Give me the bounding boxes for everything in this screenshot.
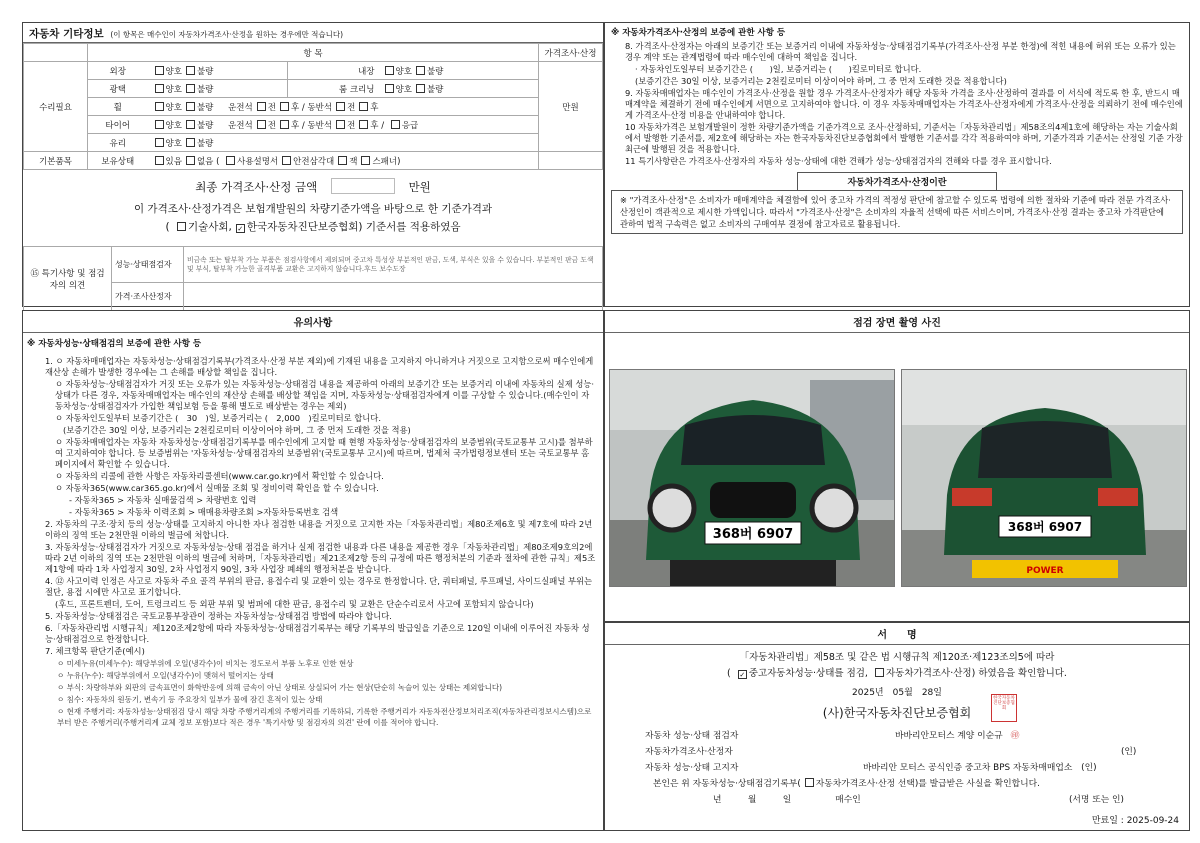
triangle-checkbox[interactable]	[282, 156, 291, 165]
good-label: 양호	[165, 66, 182, 77]
good-label: 양호	[395, 66, 412, 77]
org-name: (사)한국자동차진단보증협회	[822, 706, 972, 720]
tire-pass-front[interactable]	[336, 120, 345, 129]
basis-end: 기준서를 적용하였음	[365, 221, 461, 233]
wheel-pass-rear[interactable]	[359, 102, 368, 111]
col-price: 가격조사·산정	[539, 44, 603, 62]
good-label: 양호	[165, 138, 182, 149]
sign-confirm	[605, 665, 1189, 679]
tire-bad-checkbox[interactable]	[186, 120, 195, 129]
bad-label: 불량	[196, 66, 214, 77]
label-gloss: 광택	[88, 80, 148, 98]
price-guarantee-panel	[604, 22, 1190, 307]
note-1c: ㅇ 자동차인도일부터 보증기간은 ( 30 )일, 보증거리는 ( 2,000 )킬로미터로 합니다.	[55, 413, 381, 423]
wheel-driver-front[interactable]	[257, 102, 266, 111]
basis-text: 이 가격조사·산정가격은 보험개발원의 차량기준가액을 바탕으로 한 기준가격과	[133, 203, 493, 215]
item-8a: · 자동차인도일부터 보증기간은 ( )일, 보증거리는 ( )킬로미터로 합니다.	[635, 64, 922, 74]
other-info-table: 항 목 가격조사·산정 수리필요 외장 양호 불량 내장 양호 불량 만원 광택 양호 불량 룸 크리닝 양호 불량 휠 양호 불량 운전석 전 후 / 동반석 전 후 타이어 양호 불량 운전석 전 후 / 동반석 전 후 / 응급 유리 양호 불량 기본품목 보유상태 있음 없음 ( 사용설명서 안전삼각대 잭 스패너)	[23, 43, 603, 170]
gloss-good-checkbox[interactable]	[155, 84, 164, 93]
note-4b: (후드, 프론트펜더, 도어, 트렁크리드 등 외판 부위 및 범퍼에 대한 판금, 용접수리 및 교환은 단순수리로서 사고에 포함되지 않습니다)	[55, 599, 534, 609]
r1-value: 바바리안모터스 계양 이순규	[895, 731, 1003, 741]
front-photo	[609, 369, 895, 587]
basis-line2: ( 기술사회, ✓ 한국자동차진단보증협회) 기준서를 적용하였음	[165, 221, 461, 233]
jack-label: 잭	[349, 156, 358, 167]
sign-row-2	[645, 744, 1189, 760]
good-label: 양호	[165, 120, 182, 131]
sign-row-4	[653, 776, 1189, 792]
driver-label: 운전석	[228, 120, 253, 131]
label-interior: 내장	[288, 62, 378, 80]
bad-label: 불량	[196, 84, 214, 95]
gloss-bad-checkbox[interactable]	[186, 84, 195, 93]
r2-value: (인)	[1121, 747, 1137, 757]
note-7-e: ㅇ 현재 주행거리: 자동차성능·상태점검 당시 해당 차량 주행거리계의 주행거리를 기록하되, 기록한 주행거리가 자동차전산정보처리조직(자동차관리정보시스템)으로부터 받은 주행거리(주행거리계 교체 정보 포함)보다 적은 경우 '특기사항 및 점검자의 의견' 란에 이를 적어야 합니다.	[57, 707, 592, 727]
rear-label: 후	[290, 102, 300, 113]
r3-value: 바바리안 모터스 공식인증 중고차 BPS 자동차매매업소 (인)	[863, 763, 1097, 773]
label-wheel: 휠	[88, 98, 148, 116]
hold-has-checkbox[interactable]	[155, 156, 164, 165]
bad-label: 불량	[426, 84, 444, 95]
item-10: 10 자동차가격은 보험개발원이 정한 차량기준가액을 기준가격으로 조사·산정하되, 기준서는「자동차관리법」제58조의4제1호에 해당하는 자는 기술사회에서 발행한 기준서를, 제2호에 해당하는 자는 한국자동차진단보증협회에서 발행한 기준서를 각각 적용하여야 하며, 기준가격과 기준서는 산정일 기준 가장 최근에 발행된 것을 적용합니다.	[625, 122, 1183, 154]
note-1f-b: - 자동차365 > 자동차 이력조회 > 매매용차량조회 >자동차등록번호 검색	[69, 507, 339, 517]
r2-label: 자동차가격조사·산정자	[645, 747, 733, 757]
passenger-label: 동반석	[307, 120, 333, 131]
wheel-driver-rear[interactable]	[280, 102, 289, 111]
label-room: 룸 크리닝	[288, 80, 378, 98]
other-info-header	[23, 23, 603, 43]
note-7-b: ㅇ 누유(누수): 해당부위에서 오일(냉각수)이 맺혀서 떨어지는 상태	[57, 671, 274, 680]
item-9: 9. 자동차매매업자는 매수인이 가격조사·산정을 원할 경우 가격조사·산정자가 해당 자동차 가격을 조사·산정하여 결과를 이 서식에 적도록 한 후, 반드시 매매계약을 체결하기 전에 매수인에게 서면으로 고지하여야 합니다. 이 경우 자동차매매업자는 가격조사·산정자에게 가격조사·산정을 의뢰하기 전에 매수인에게 가격조사·산정 비용을 안내하여야 합니다.	[625, 88, 1183, 120]
other-info-note: (이 항목은 매수인이 자동차가격조사·산정을 원하는 경우에만 적습니다)	[110, 30, 344, 39]
manual-label: 사용설명서	[237, 156, 279, 167]
tech-society-checkbox[interactable]	[177, 222, 186, 231]
r1-label: 자동차 성능·상태 점검자	[645, 731, 739, 741]
interior-bad-checkbox[interactable]	[416, 66, 425, 75]
year: 2025년	[852, 688, 884, 698]
triangle-label: 안전삼각대	[293, 156, 335, 167]
tire-emergency[interactable]	[391, 120, 400, 129]
has-label: 있음	[165, 156, 182, 167]
special-label: ⑮ 특기사항 및 점검자의 의견	[24, 247, 112, 311]
note-6: 6.「자동차관리법 시행규칙」제120조제2항에 따라 자동차성능·상태점검기록부는 해당 기록부의 발급일을 기준으로 120일 이내에 이루어진 자동차 성능·상태점검으로 한정합니다.	[45, 623, 590, 644]
rear-label: 후	[370, 102, 379, 113]
front-plate: 368버 6907	[712, 527, 794, 542]
exterior-good-checkbox[interactable]	[155, 66, 164, 75]
r5: 년 월 일 매수인	[713, 795, 861, 805]
interior-good-checkbox[interactable]	[385, 66, 394, 75]
r4a: 본인은 위 자동차성능·상태점검기록부(	[653, 779, 801, 789]
bad-label: 불량	[196, 138, 214, 149]
emergency-label: 응급	[401, 120, 419, 131]
kada-checkbox[interactable]: ✓	[237, 225, 244, 233]
manual-checkbox[interactable]	[226, 156, 235, 165]
spanner-checkbox[interactable]	[361, 156, 370, 165]
room-good-checkbox[interactable]	[385, 84, 394, 93]
group-basic: 기본품목	[24, 152, 88, 170]
price-unit: 만원	[539, 62, 603, 152]
group-repair: 수리필요	[24, 62, 88, 152]
tire-pass-rear[interactable]	[359, 120, 368, 129]
front-label: 전	[267, 102, 276, 113]
tire-driver-rear[interactable]	[280, 120, 289, 129]
good-label: 양호	[165, 84, 182, 95]
item-8b: (보증기간은 30일 이상, 보증거리는 2천킬로미터 이상이어야 하며, 그 중 먼저 도래한 것을 적용합니다)	[635, 76, 1007, 86]
note-1d: ㅇ 자동차매매업자는 자동차 자동차성능·상태점검기록부를 매수인에게 고지할 때 현행 자동차성능·상태점검자의 보증범위(국토교통부 고시)를 첨부하여 고지하여야 합니다. 등 보증범위는 '자동차성능·상태점검자의 보증범위'(국토교통부 고시)에 따르며, 법제처 국가법령정보센터 또는 국토교통부 홈페이지에서 확인할 수 있습니다.	[55, 437, 593, 469]
sign-date	[605, 685, 1189, 698]
photos-panel	[604, 310, 1190, 622]
buyer-appraisal-checkbox[interactable]	[805, 778, 814, 787]
driver-label: 운전석	[228, 102, 253, 113]
exterior-bad-checkbox[interactable]	[186, 66, 195, 75]
day: 28일	[921, 688, 942, 698]
bad-label: 불량	[196, 102, 214, 113]
r5b: (서명 또는 인)	[1069, 795, 1124, 805]
signature-panel	[604, 622, 1190, 831]
hold-none-checkbox[interactable]	[186, 156, 195, 165]
definition-box-title: 자동차가격조사·산정이란	[797, 172, 997, 191]
notes-subtitle: ※ 자동차성능·상태점검의 보증에 관한 사항 등	[27, 339, 202, 349]
good-label: 양호	[165, 102, 182, 113]
notes-panel	[22, 310, 604, 831]
note-1e: ㅇ 자동차의 리콜에 관한 사항은 자동차리콜센터(www.car.go.kr)에서 확인할 수 있습니다.	[55, 471, 384, 481]
label-hold: 보유상태	[88, 152, 148, 170]
note-7-d: ㅇ 침수: 자동차의 원동기, 변속기 등 주요장치 일부가 물에 잠긴 흔적이 있는 상태	[57, 695, 323, 704]
glass-good-checkbox[interactable]	[155, 138, 164, 147]
note-5: 5. 자동차성능·상태점검은 국토교통부장관이 정하는 자동차성능·상태점검 방법에 따라야 합니다.	[45, 611, 392, 621]
wheel-pass-front[interactable]	[336, 102, 345, 111]
wheel-good-checkbox[interactable]	[155, 102, 164, 111]
note-2: 2. 자동차의 구조·장치 등의 성능·상태를 고지하지 아니한 자나 점검한 내용을 거짓으로 고지한 자는「자동차관리법」제80조제6호 및 제7호에 따라 2년 이하의 징역 또는 2천만원 이하의 벌금에 처합니다.	[45, 519, 593, 540]
rear-car-image	[902, 370, 1187, 587]
appraisal-label: 자동차가격조사·산정) 하였음을 확인합니다.	[885, 668, 1067, 679]
col-item: 항 목	[88, 44, 539, 62]
note-1f-a: - 자동차365 > 자동차 실매물검색 > 차량번호 입력	[69, 495, 257, 505]
guarantee-title: ※ 자동차가격조사·산정의 보증에 관한 사항 등	[611, 28, 786, 38]
rear-label: 후	[290, 120, 300, 131]
note-3: 3. 자동차성능·상태점검자가 거짓으로 자동차성능·상태 점검을 하거나 실제 점검한 내용과 다른 내용을 제공한 경우「자동차관리법」제80조제9호의2에 따라 2년 이하의 징역 또는 2천만원 이하의 벌금에 처하며,「자동차관리법」제21조제2항 등의 규정에 따른 행정처분의 기준과 절차에 관한 규칙」제5조제1항에 따라 1차 사업정지 30일, 2차 사업정지 90일, 3차 사업장 폐쇄의 행정처분을 받습니다.	[45, 542, 596, 574]
definition-box-text: ※ "가격조사·산정"은 소비자가 매매계약을 체결함에 있어 중고차 가격의 적정성 판단에 참고할 수 있도록 법령에 의한 절차와 기준에 따라 전문 가격조사·산정인이 객관적으로 제시한 가액입니다. 따라서 "가격조사·산정"은 소비자의 자율적 선택에 따른 서비스이며, 가격조사·산정 결과는 중고차 가격판단에 관하여 법적 구속력은 없고 소비자의 구매여부 결정에 참고자료로 활용됩니다.	[611, 190, 1183, 234]
final-price-label: 최종 가격조사·산정 금액	[195, 180, 318, 194]
inspection-label: 중고자동차성능·상태를 점검,	[748, 668, 868, 679]
note-1f: ㅇ 자동차365(www.car365.go.kr)에서 실매물 조회 및 정비이력 확인을 할 수 있습니다.	[55, 483, 379, 493]
month: 05월	[892, 688, 913, 698]
tire-driver-front[interactable]	[257, 120, 266, 129]
notes-title: 유의사항	[23, 311, 603, 333]
note-7-c: ㅇ 부식: 차량하부와 외판의 금속표면이 화학반응에 의해 금속이 아닌 상태로 상실되어 가는 현상(단순히 녹슬어 있는 상태는 제외합니다)	[57, 683, 502, 692]
expire-date: 만료일 : 2025-09-24	[1091, 816, 1179, 826]
kada-label: 한국자동차진단보증협회)	[246, 221, 363, 233]
seal-stamp: 한국자동차진단보증협회	[991, 694, 1017, 722]
photos-title: 점검 장면 촬영 사진	[605, 311, 1189, 333]
jack-checkbox[interactable]	[338, 156, 347, 165]
front-label: 전	[347, 120, 356, 131]
special-table	[23, 246, 603, 311]
other-info-title: 자동차 기타정보	[29, 28, 104, 40]
sign-law: 「자동차관리법」제58조 및 같은 법 시행규칙 제120조·제123조의5에 따라	[739, 652, 1055, 663]
inspector-label: 성능·상태점검자	[112, 247, 184, 283]
rear-plate: 368버 6907	[1007, 520, 1083, 534]
good-label: 양호	[395, 84, 412, 95]
final-price-input[interactable]	[331, 178, 395, 194]
bad-label: 불량	[426, 66, 444, 77]
label-glass: 유리	[88, 134, 148, 152]
item-11: 11 특기사항란은 가격조사·산정자의 자동차 성능·상태에 대한 견해가 성능·상태점검자의 견해와 다를 경우 표시합니다.	[625, 156, 1052, 166]
signature-title: 서 명	[605, 623, 1189, 645]
r4b: 자동차가격조사·산정 선택)를 발급받은 사실을 확인합니다.	[815, 779, 1040, 789]
bad-label: 불량	[196, 120, 214, 131]
note-7: 7. 체크항목 판단기준(예시)	[45, 646, 145, 656]
spanner-label: 스패너	[372, 156, 398, 167]
label-tire: 타이어	[88, 116, 148, 134]
appraiser-label: 가격·조사산정자	[112, 283, 184, 311]
note-1: 1. ㅇ 자동차매매업자는 자동차성능·상태점검기록부(가격조사·산정 부분 제외)에 기재된 내용을 고지하지 아니하거나 거짓으로 고지함으로써 매수인에게 재산상 손해가 발생한 경우에는 그 손해를 배상할 책임을 집니다.	[45, 356, 594, 377]
final-price-row	[23, 170, 603, 195]
none-label: 없음	[196, 156, 214, 167]
inspector-note: 비금속 또는 탈부착 가능 부품은 점검사항에서 제외되며 중고차 특성상 부분적인 판금, 도색, 부식은 있을 수 있습니다. 부분적인 판금 도색 및 부식, 탈부착 가능한 골격부품 교환은 고지하지 않습니다.후드 보수도장	[184, 247, 603, 283]
front-label: 전	[347, 102, 356, 113]
stamp-icon: ㊞	[1010, 731, 1020, 741]
final-price-unit: 만원	[408, 180, 431, 194]
note-1b: ㅇ 자동차성능·상태점검자가 거짓 또는 오류가 있는 자동차성능·상태점검 내용을 제공하여 아래의 보증기간 또는 보증거리 이내에 자동차의 실제 성능·상태가 다른 경우, 자동차매매업자는 매수인의 재산상 손해를 배상할 책임을 지며, 자동차성능·상태점검자에게 이를 구상할 수 있습니다.(매수인이 자동차성능·상태점검자가 가입한 책임보험 등을 통해 별도로 배상받는 경우는 제외)	[55, 379, 595, 411]
dyno-label: POWER	[1026, 566, 1064, 576]
note-7-a: ㅇ 미세누유(미세누수): 해당부위에 오일(냉각수)이 비치는 정도로서 부품 노후로 인한 현상	[57, 659, 354, 668]
note-4: 4. ⑫ 사고이력 인정은 사고로 자동차 주요 골격 부위의 판금, 용접수리 및 교환이 있는 경우로 한정합니다. 단, 쿼터패널, 루프패널, 사이드실패널 부위는 절단, 용접 시에만 사고로 표기합니다.	[45, 576, 593, 597]
sign-row-5	[713, 792, 1189, 808]
appraisal-checkbox[interactable]	[875, 668, 884, 677]
passenger-label: 동반석	[307, 102, 333, 113]
sign-org	[605, 696, 1189, 721]
label-exterior: 외장	[88, 62, 148, 80]
glass-bad-checkbox[interactable]	[186, 138, 195, 147]
other-info-panel	[22, 22, 604, 307]
rear-photo	[901, 369, 1187, 587]
item-8: 8. 가격조사·산정자는 아래의 보증기간 또는 보증거리 이내에 자동차성능·상태점검기록부(가격조사·산정 부분 한정)에 적힌 내용에 허위 또는 오류가 있는 경우 계약 또는 관계법령에 따라 매수인에 대하여 책임을 집니다.	[625, 41, 1176, 62]
inspection-checkbox[interactable]: ✓	[739, 671, 746, 679]
r3-label: 자동차 성능·상태 고지자	[645, 763, 739, 773]
note-1c-sub: (보증기간은 30일 이상, 보증거리는 2천킬로미터 이상이어야 하며, 그 중 먼저 도래한 것을 적용)	[63, 425, 411, 435]
tire-good-checkbox[interactable]	[155, 120, 164, 129]
wheel-bad-checkbox[interactable]	[186, 102, 195, 111]
rear-label: 후	[370, 120, 379, 131]
tech-society-label: 기술사회,	[187, 221, 232, 233]
front-label: 전	[267, 120, 276, 131]
sign-row-1	[645, 728, 1189, 744]
front-car-image	[610, 370, 895, 587]
room-bad-checkbox[interactable]	[416, 84, 425, 93]
paren: (	[727, 668, 731, 679]
sign-row-3	[645, 760, 1189, 776]
